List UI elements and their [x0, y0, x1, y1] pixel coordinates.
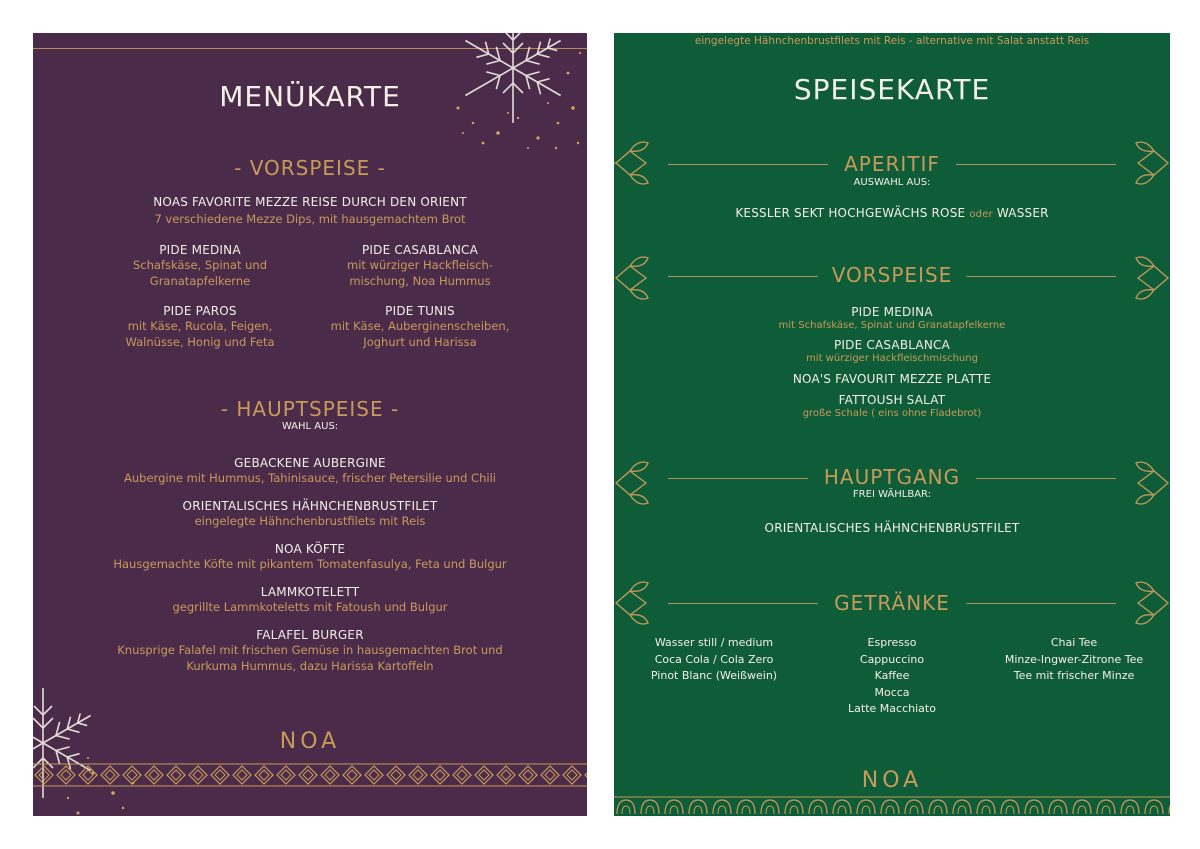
menu-item-name: LAMMKOTELETT — [260, 585, 360, 599]
list-item — [33, 542, 587, 572]
section-subheading: FREI WÄHLBAR: — [852, 489, 932, 500]
drink-item: Mocca — [874, 685, 910, 699]
drink-item: Latte Macchiato — [848, 702, 936, 715]
aperitif-option: KESSLER SEKT HOCHGEWÄCHS ROSE — [735, 206, 966, 220]
drinks-column-2 — [812, 635, 972, 718]
drink-item: Tee mit frischer Minze — [1013, 669, 1135, 682]
menu-item-name: PIDE PAROS — [163, 304, 237, 318]
section-heading-drinks: GETRÄNKE — [834, 591, 950, 615]
menu-item-name: FALAFEL BURGER — [256, 628, 364, 642]
section-subheading: WAHL AUS: — [281, 421, 339, 432]
drinks-column-1 — [634, 635, 794, 685]
drink-item: Chai Tee — [1050, 636, 1098, 649]
menu-item-desc: eingelegte Hähnchenbrustfilets mit Reis - alternative mit Salat anstatt Reis — [694, 35, 1090, 47]
menu-item-name: NOA'S FAVOURIT MEZZE PLATTE — [792, 372, 992, 386]
menu-item-name: PIDE MEDINA — [159, 243, 241, 257]
menu-item-name: ORIENTALISCHES HÄHNCHENBRUSTFILET — [182, 499, 438, 513]
drink-item: Pinot Blanc (Weißwein) — [650, 669, 778, 682]
menu-item-desc: Joghurt und Harissa — [363, 335, 477, 349]
menu-item-desc: mischung, Noa Hummus — [349, 274, 491, 288]
starter-left-column — [95, 243, 305, 350]
menu-item-desc: mit Schafskäse, Spinat und Granatapfelkerne — [778, 320, 1006, 331]
section-heading-aperitif: APERITIF — [844, 152, 940, 176]
pattern-border — [614, 796, 1170, 816]
menu-item-desc: Kurkuma Hummus, dazu Harissa Kartoffeln — [186, 659, 434, 673]
menu-item-name: PIDE MEDINA — [851, 305, 933, 319]
brand-logo: NOA — [861, 768, 923, 793]
menu-item-desc: gegrillte Lammkoteletts mit Fatoush und Bulgur — [172, 600, 448, 614]
menu-item-desc: mit Käse, Auberginenscheiben, — [330, 319, 510, 333]
section-heading-main: HAUPTGANG — [823, 465, 961, 489]
menu-item-desc: große Schale ( eins ohne Fladebrot) — [802, 408, 982, 419]
menu-item-desc: Walnüsse, Honig und Feta — [125, 335, 275, 349]
section-heading-main: - HAUPTSPEISE - — [220, 397, 400, 421]
section-heading-starter: VORSPEISE — [831, 263, 953, 287]
menu-item-name: PIDE CASABLANCA — [833, 338, 950, 352]
speise-card — [614, 33, 1170, 816]
aperitif-choice — [614, 206, 1170, 220]
menu-item-name: NOAS FAVORITE MEZZE REISE DURCH DEN ORIENT — [153, 195, 467, 209]
list-item — [33, 585, 587, 615]
menu-item-desc: Schafskäse, Spinat und — [132, 258, 268, 272]
menu-item-desc: mit Käse, Rucola, Feigen, — [127, 319, 273, 333]
drink-item: Wasser still / medium — [654, 636, 774, 649]
starter-list — [614, 305, 1170, 421]
drink-item: Cappuccino — [859, 652, 925, 666]
menu-item-name: ORIENTALISCHES HÄHNCHENBRUSTFILET — [764, 521, 1020, 535]
menu-item-desc: mit würziger Hackfleisch- — [347, 258, 493, 272]
menu-item-name: FATTOUSH SALAT — [838, 393, 946, 407]
drink-item: Espresso — [867, 636, 917, 649]
drink-item: Minze-Ingwer-Zitrone Tee — [1004, 652, 1144, 666]
page-title: MENÜKARTE — [219, 80, 401, 113]
section-heading-starter: - VORSPEISE - — [234, 156, 386, 180]
menu-item-desc: eingelegte Hähnchenbrustfilets mit Reis — [194, 514, 426, 528]
menu-item-name: NOA KÖFTE — [274, 542, 346, 556]
leaf-ornament-icon — [614, 133, 654, 653]
menu-item-desc: mit würziger Hackfleischmischung — [806, 353, 978, 364]
menu-item-desc: Aubergine mit Hummus, Tahinisauce, frischer Petersilie und Chili — [124, 471, 496, 485]
aperitif-or: oder — [969, 209, 993, 220]
brand-logo: NOA — [279, 729, 341, 754]
leaf-ornament-icon — [1130, 133, 1170, 653]
menu-item-name: PIDE TUNIS — [385, 304, 455, 318]
menu-card — [33, 33, 587, 816]
main-course-list — [33, 456, 587, 674]
menu-item-desc: Knusprige Falafel mit frischen Gemüse in hausgemachten Brot und — [117, 643, 503, 657]
aperitif-option: WASSER — [996, 206, 1049, 220]
menu-item-desc: 7 verschiedene Mezze Dips, mit hausgemachtem Brot — [154, 212, 466, 226]
page-title: SPEISEKARTE — [793, 73, 991, 106]
menu-item-name: GEBACKENE AUBERGINE — [234, 456, 386, 470]
list-item — [33, 499, 587, 529]
list-item — [33, 456, 587, 486]
list-item — [33, 628, 587, 674]
drink-item: Coca Cola / Cola Zero — [654, 652, 774, 666]
pattern-border — [33, 763, 587, 787]
menu-item-desc: Granatapfelkerne — [149, 274, 251, 288]
menu-item-name: PIDE CASABLANCA — [361, 243, 478, 257]
menu-item-desc: Hausgemachte Köfte mit pikantem Tomatenfasulya, Feta und Bulgur — [113, 557, 507, 571]
section-subheading: AUSWAHL AUS: — [853, 177, 931, 188]
drink-item: Kaffee — [874, 669, 910, 682]
starter-right-column — [305, 243, 535, 350]
